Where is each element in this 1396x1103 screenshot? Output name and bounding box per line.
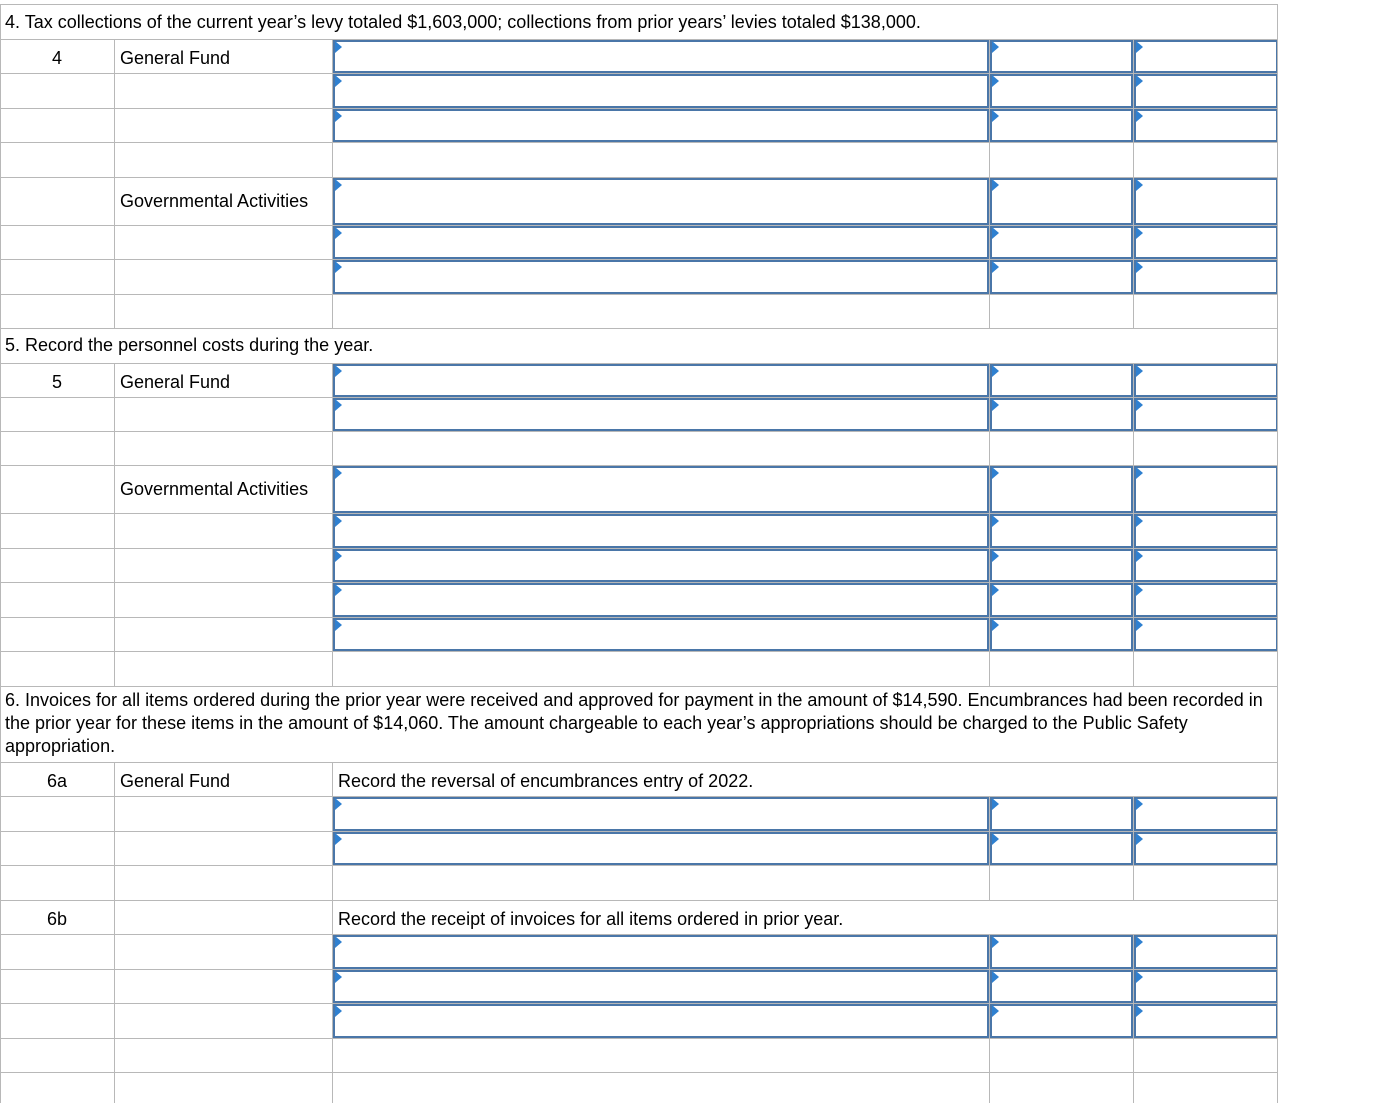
debit-input[interactable] <box>990 1004 1133 1038</box>
journal-row <box>0 398 1278 432</box>
journal-row <box>0 178 1278 226</box>
journal-row-empty <box>0 652 1278 687</box>
credit-input[interactable] <box>1134 583 1278 617</box>
debit-input[interactable] <box>990 226 1133 259</box>
journal-row <box>0 74 1278 109</box>
credit-input[interactable] <box>1134 178 1278 225</box>
journal-row <box>0 109 1278 143</box>
debit-input[interactable] <box>990 109 1133 142</box>
credit-input[interactable] <box>1134 398 1278 431</box>
gov-label: Governmental Activities <box>120 191 309 211</box>
entry-instruction: Record the receipt of invoices for all items ordered in prior year. <box>338 909 844 929</box>
journal-row <box>0 466 1278 514</box>
fund-label: General Fund <box>120 48 231 68</box>
credit-input[interactable] <box>1134 260 1278 294</box>
journal-row-empty <box>0 432 1278 466</box>
credit-input[interactable] <box>1134 797 1278 831</box>
journal-row <box>0 1004 1278 1039</box>
journal-row-empty <box>0 143 1278 178</box>
account-input[interactable] <box>333 109 989 142</box>
question-4-text: 4. Tax collections of the current year’s levy totaled $1,603,000; collections from prior years’ levies totaled $138,000. <box>5 12 921 32</box>
account-input[interactable] <box>333 398 989 431</box>
journal-row-empty <box>0 295 1278 329</box>
credit-input[interactable] <box>1134 74 1278 108</box>
journal-row <box>0 364 1278 398</box>
entry-number: 6a <box>46 771 68 791</box>
debit-input[interactable] <box>990 398 1133 431</box>
account-input[interactable] <box>333 466 989 513</box>
entry-number: 4 <box>51 48 62 68</box>
fund-label: General Fund <box>120 771 231 791</box>
journal-row <box>0 832 1278 866</box>
journal-row <box>0 260 1278 295</box>
journal-row <box>0 549 1278 583</box>
journal-row <box>0 618 1278 652</box>
question-5-header <box>0 329 1278 364</box>
debit-input[interactable] <box>990 832 1133 865</box>
credit-input[interactable] <box>1134 364 1278 397</box>
journal-row <box>0 514 1278 549</box>
entry-number: 5 <box>51 372 62 392</box>
debit-input[interactable] <box>990 466 1133 513</box>
account-input[interactable] <box>333 260 989 294</box>
credit-input[interactable] <box>1134 549 1278 582</box>
entry-instruction: Record the reversal of encumbrances entry of 2022. <box>338 771 754 791</box>
credit-input[interactable] <box>1134 1004 1278 1038</box>
debit-input[interactable] <box>990 583 1133 617</box>
question-4-header <box>0 4 1278 40</box>
journal-row <box>0 583 1278 618</box>
credit-input[interactable] <box>1134 40 1278 73</box>
journal-row <box>0 40 1278 74</box>
credit-input[interactable] <box>1134 226 1278 259</box>
question-6-header <box>0 687 1278 763</box>
credit-input[interactable] <box>1134 109 1278 142</box>
account-input[interactable] <box>333 40 989 73</box>
debit-input[interactable] <box>990 74 1133 108</box>
debit-input[interactable] <box>990 970 1133 1003</box>
account-input[interactable] <box>333 583 989 617</box>
question-6-text: 6. Invoices for all items ordered during the prior year were received and approved for payment in the amount of $14,590. Encumbrances had been recorded in the prior year for these items in the amount of $14,060. The amount chargeable to each year’s appropriations should be charged to the Public Safety appropriation. <box>5 690 1263 756</box>
account-input[interactable] <box>333 178 989 225</box>
journal-row <box>0 763 1278 797</box>
debit-input[interactable] <box>990 260 1133 294</box>
journal-row <box>0 970 1278 1004</box>
debit-input[interactable] <box>990 40 1133 73</box>
debit-input[interactable] <box>990 797 1133 831</box>
journal-row-empty <box>0 1039 1278 1073</box>
account-input[interactable] <box>333 797 989 831</box>
account-input[interactable] <box>333 226 989 259</box>
account-input[interactable] <box>333 514 989 548</box>
account-input[interactable] <box>333 618 989 651</box>
journal-row-empty <box>0 1073 1278 1103</box>
account-input[interactable] <box>333 970 989 1003</box>
debit-input[interactable] <box>990 514 1133 548</box>
fund-label: General Fund <box>120 372 231 392</box>
debit-input[interactable] <box>990 935 1133 969</box>
credit-input[interactable] <box>1134 466 1278 513</box>
gov-label: Governmental Activities <box>120 479 309 499</box>
credit-input[interactable] <box>1134 935 1278 969</box>
debit-input[interactable] <box>990 549 1133 582</box>
journal-row <box>0 797 1278 832</box>
account-input[interactable] <box>333 832 989 865</box>
debit-input[interactable] <box>990 178 1133 225</box>
debit-input[interactable] <box>990 618 1133 651</box>
account-input[interactable] <box>333 549 989 582</box>
journal-row <box>0 901 1278 935</box>
journal-row <box>0 226 1278 260</box>
credit-input[interactable] <box>1134 618 1278 651</box>
account-input[interactable] <box>333 364 989 397</box>
account-input[interactable] <box>333 74 989 108</box>
credit-input[interactable] <box>1134 514 1278 548</box>
journal-row-empty <box>0 866 1278 901</box>
entry-number: 6b <box>46 909 68 929</box>
account-input[interactable] <box>333 1004 989 1038</box>
credit-input[interactable] <box>1134 970 1278 1003</box>
journal-row <box>0 935 1278 970</box>
credit-input[interactable] <box>1134 832 1278 865</box>
account-input[interactable] <box>333 935 989 969</box>
debit-input[interactable] <box>990 364 1133 397</box>
question-5-text: 5. Record the personnel costs during the year. <box>5 335 374 355</box>
